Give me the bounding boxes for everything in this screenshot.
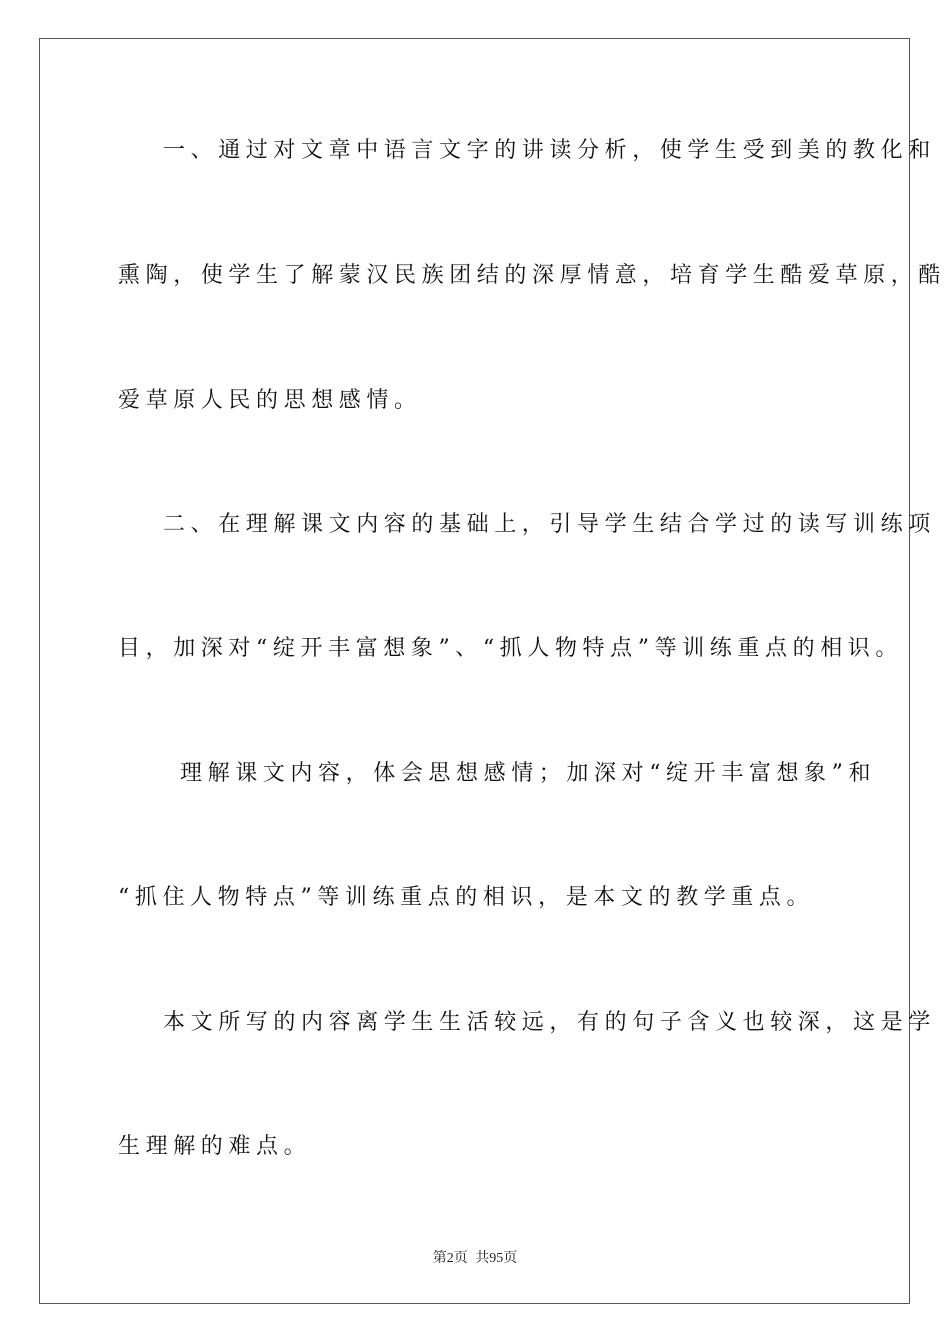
paragraph-4-line-1: 本文所写的内容离学生生活较远，有的句子含义也较深，这是学 (163, 1010, 936, 1035)
page-total: 共95页 (475, 1251, 518, 1266)
paragraph-2-line-2: 目，加深对“绽开丰富想象”、“抓人物特点”等训练重点的相识。 (118, 636, 903, 661)
paragraph-2-line-1: 二、在理解课文内容的基础上，引导学生结合学过的读写训练项 (163, 512, 936, 537)
page-number: 第2页 (432, 1251, 468, 1266)
paragraph-3-line-2: “抓住人物特点”等训练重点的相识，是本文的教学重点。 (118, 885, 815, 910)
page-frame (39, 38, 947, 1304)
paragraph-1-line-2: 熏陶，使学生了解蒙汉民族团结的深厚情意，培育学生酷爱草原，酷 (118, 263, 947, 288)
paragraph-1-line-3: 爱草原人民的思想感情。 (118, 388, 422, 413)
page-footer (0, 1247, 950, 1267)
paragraph-4-line-2: 生理解的难点。 (118, 1134, 312, 1159)
paragraph-1-line-1: 一、通过对文章中语言文字的讲读分析，使学生受到美的教化和 (163, 138, 936, 163)
paragraph-3-line-1: 理解课文内容，体会思想感情；加深对“绽开丰富想象”和 (180, 761, 877, 786)
